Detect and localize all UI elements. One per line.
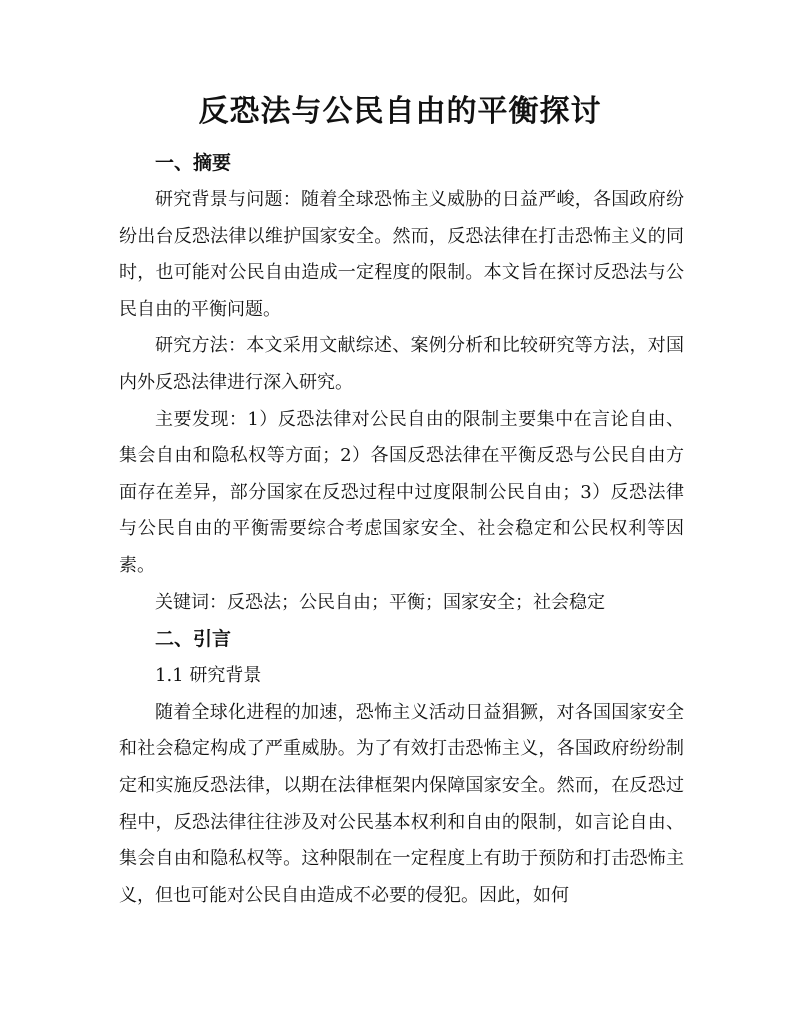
abstract-background-paragraph: 研究背景与问题：随着全球恐怖主义威胁的日益严峻，各国政府纷纷出台反恐法律以维护国家安全。然而，反恐法律在打击恐怖主义的同时，也可能对公民自由造成一定程度的限制。本文旨在探讨反恐法与公民自由的平衡问题。 [119,189,684,320]
document-body [119,145,684,914]
research-background-paragraph: 随着全球化进程的加速，恐怖主义活动日益猖獗，对各国国家安全和社会稳定构成了严重威胁。为了有效打击恐怖主义，各国政府纷纷制定和实施反恐法律，以期在法律框架内保障国家安全。然而，在反恐过程中，反恐法律往往涉及对公民基本权利和自由的限制，如言论自由、集会自由和隐私权等。这种限制在一定程度上有助于预防和打击恐怖主义，但也可能对公民自由造成不必要的侵犯。因此，如何 [119,701,684,906]
abstract-heading: 一、摘要 [155,152,232,174]
introduction-heading: 二、引言 [155,628,232,651]
document-title: 反恐法与公民自由的平衡探讨 [198,94,602,129]
research-background-subheading: 1.1 研究背景 [155,665,262,687]
abstract-findings-paragraph: 主要发现：1）反恐法律对公民自由的限制主要集中在言论自由、集会自由和隐私权等方面；2）各国反恐法律在平衡反恐与公民自由方面存在差异，部分国家在反恐过程中过度限制公民自由；3）反恐法律与公民自由的平衡需要综合考虑国家安全、社会稳定和公民权利等因素。 [119,408,684,576]
abstract-methods-paragraph: 研究方法：本文采用文献综述、案例分析和比较研究等方法，对国内外反恐法律进行深入研究。 [119,335,684,393]
keywords-line: 关键词：反恐法；公民自由；平衡；国家安全；社会稳定 [155,591,605,613]
